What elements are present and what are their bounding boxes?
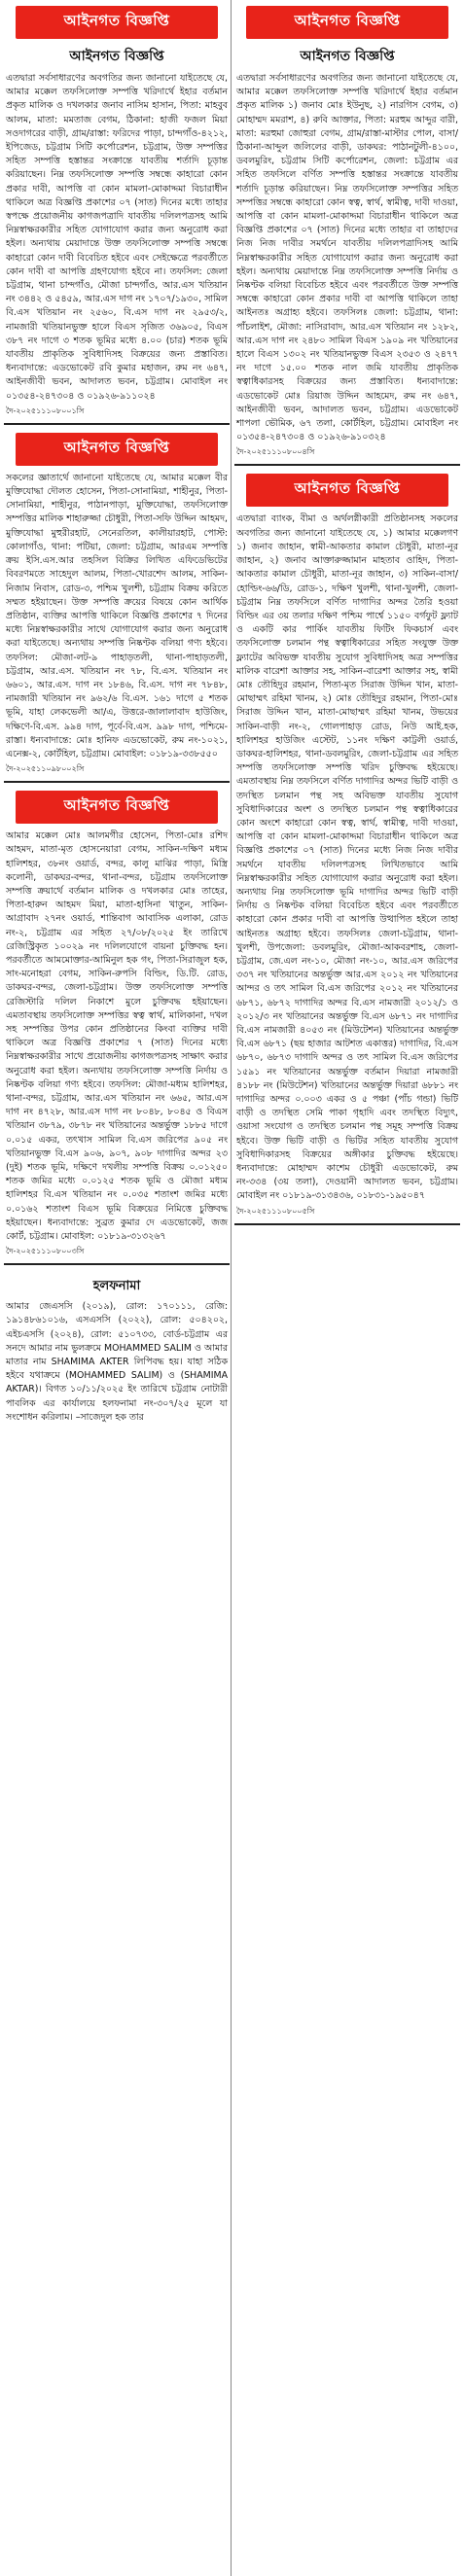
notice-banner: আইনগত বিজ্ঞপ্তি (16, 433, 218, 466)
notice-banner: আইনগত বিজ্ঞপ্তি (16, 6, 218, 39)
legal-notice (4, 4, 230, 425)
notice-banner: আইনগত বিজ্ঞপ্তি (246, 474, 448, 507)
notice-banner: আইনগত বিজ্ঞপ্তি (246, 6, 448, 39)
notice-body: এতদ্বারা সর্বসাধারণের অবগতির জন্য জানানো যাইতেছে যে, আমার মক্কেল তফসিলোক্ত সম্পত্তি খরিদার্থে ইহার বর্তমান প্রকৃত মালিক ও দখলকার জনাব নাসিম হাসান, পিতা: মাহবুব আলম, মাতা: মমতাজ বেগম, ঠিকানা: হাজী ফজল মিয়া সওদাগরের বাড়ী, গ্রাম/রাস্তা: ফরিদের পাড়া, চান্দগাঁও-৪২১২, ইপিজেড, চট্টগ্রাম সিটি কর্পোরেশন, চট্টগ্রাম, উক্ত সম্পত্তির সহিত সম্পত্তি হস্তান্তর সংক্রান্তে যাবতীয় শর্তাদি চূড়ান্ত করিয়াছেন। নিম্ন তফসিলোক্ত সম্পত্তি সম্বন্ধে কাহারো কোন প্রকার দাবী, আপত্তি বা কোন মামলা-মোকাদ্দমা বিচারাধীন থাকিলে অত্র বিজ্ঞপ্তি প্রকাশের ০৭ (সাত) দিনের মধ্যে তাহার স্বপক্ষে প্রয়োজনীয় কাগজপত্রাদি যাবতীয় দলিলপত্রসহ আমি নিম্নস্বাক্ষরকারীর সহিত যোগাযোগ করার জন্য অনুরোধ করা হইল। অন্যথায় মেয়াদান্তে উক্ত তফসিলোক্ত সম্পত্তি সম্বন্ধে কাহারো কোন দাবী বিবেচিত হইবে এবং সেইক্ষেত্রে পরবর্তীতে কোন দাবী বা আপত্তি গ্রহণযোগ্য হইবে না। তফসিল: জেলা চট্টগ্রাম, থানা চান্দগাঁও, মৌজা চান্দগাঁও, আর.এস খতিয়ান নং ৩৪৪২ ও ৫৪৫৯, আর.এস দাগ নং ১৭০৭/১৯৩০, সামিল বি.এস খতিয়ান নং ২৫৬০, বি.এস দাগ নং ২৯৫৩/২, নামজারী খতিয়ানভুক্ত হালে বিএস সৃজিত ৩৬৯০৫, বিএস ৩৮৭ নং দাগে ৩ শতক ভূমির মধ্যে ৪.০০ (চার) শতক ভূমি যাবতীয় প্রাকৃতিক সুবিধাদিসহ বিক্রয়ের জন্য প্রস্তাবিত। ধন্যবাদান্তে: এডভোকেট রবি কুমার মহাজন, রুম নং ৬৪৭, আইনজীবী ভবন, আদালত ভবন, চট্টগ্রাম। মোবাইল নং ০১৩৫৪-২৪৭৩০৪ ও ০১৯২৬-৯১১০২৪ (6, 73, 228, 402)
column-divider (231, 0, 232, 2576)
notice-heading: আইনগত বিজ্ঞপ্তি (300, 49, 395, 64)
affidavit-title: হলফনামা (92, 1279, 141, 1294)
legal-notice (234, 4, 460, 466)
left-column (4, 4, 230, 1435)
legal-notice (234, 472, 460, 1224)
notice-reference: দৈ-২০২৫১১১০৮০০১সি (6, 406, 85, 415)
notice-body: সকলের জ্ঞাতার্থে জানানো যাইতেছে যে, আমার মক্কেল বীর মুক্তিযোদ্ধা দৌলত হোসেন, পিতা-সোনামিয়া, শাহীনুর, পিতা-সোনামিয়া, শাহীনুর, পাঠানপাড়া, মুক্তিযোদ্ধা, তফসিলোক্ত সম্পত্তির মালিক শাহারুজ্জা চৌধুরী, পিতা-সফি উদ্দিন আহমদ, মুক্তিযোদ্ধা মুহুরীরহাট, সেনেরতিল, কালীয়ারহাট, পোস্ট: কোলাগাঁও, থানা: পটিয়া, জেলা: চট্টগ্রাম, আরএম সম্পত্তি ক্রয় ইসি.এস.আর তহসিল বিক্রির লিখিত এফিডেভিটের বিবরণমতে সাহেদুল আলম, পিতা-খোরশেদ আলম, সাকিন-নিজাম নিবাস, রোড-৩, পশ্চিম খুলশী, চট্টগ্রাম বিক্রয় করিতে সম্মত হইয়াছেন। উক্ত সম্পত্তি ক্রয়ের বিষয়ে কোন আর্থিক প্রতিষ্ঠান, ব্যক্তির আপত্তি থাকিলে বিজ্ঞপ্তি প্রকাশের ৭ দিনের মধ্যে নিম্নস্বাক্ষরকারীর সাথে যোগাযোগ করার জন্য অনুরোধ করা যাইতেছে। অন্যথায় সম্পত্তি নিষ্কণ্টক বলিয়া গণ্য হইবে। তফসিল: মৌজা-লট-৯ পাহাড়তলী, থানা-পাহাড়তলী, চট্টগ্রাম, আর.এস. খতিয়ান নং ৭৮, বি.এস. খতিয়ান নং ৬৬০১, আর.এস. দাগ নং ১৮৪৬, বি.এস. দাগ নং ৭৮৪৮, নামজারী খতিয়ান নং ৯৬২/৬ বি.এস. ১৬১ দাগে ৫ শতক ভূমি, যাহা লেকভেলী আ/এ, উত্তরে-জালালাবাদ হাউজিং, দক্ষিণে-বি.এস. ৯৯৪ দাগ, পূর্বে-বি.এস. ৯৯৮ দাগ, পশ্চিমে-রাস্তা। ধন্যবাদান্তে: মোঃ হানিফ এডভোকেট, রুম নং-১০২১, এনেক্স-২, কোর্টহিল, চট্টগ্রাম। মোবাইল: ০১৮১৯-৩৩৮৫৫০ (6, 472, 228, 759)
notice-body: এতদ্বারা ব্যাংক, বীমা ও অর্থলগ্নীকারী প্রতিষ্ঠানসহ সকলের অবগতির জন্য জানানো যাইতেছে যে, ১) আমার মক্কেলগণ ১) জনাব জাহান, স্বামী-আকতার কামাল চৌধুরী, মাতা-নূর জাহান, ২) জনাব আক্তারুজ্জামান মাহতাব ওাহিদ, পিতা-আকতার কামাল চৌধুরী, মাতা-নূর জাহান, ৩) সাকিন-বাসা/হোল্ডিং-৬৬/ডি, রোড-১, দক্ষিণ খুলশী, থানা-খুলশী, জেলা-চট্টগ্রাম নিম্ন তফসিলে বর্ণিত দাগাদির অন্দর তৈরি হওয়া বিল্ডিং এর ৩য় তলার দক্ষিণ পশ্চিম পার্শ্বে ১১৫০ বর্গফুট ফ্ল্যাট ও একটি কার পার্কিং যাবতীয় ফিটিং ফিকচার্স এবং তফসিলোক্ত চলমান পন্থ স্বত্বাধিকারের সহিত সংযুক্ত উক্ত ফ্ল্যাটের অবিভক্ত যাবতীয় সুযোগ সুবিধাদিসহ অত্র সম্পত্তির মালিক বারেশা আক্তার সহ, সাকিন-বারেশা আক্তার সহ, স্বামী মোঃ তৌহিদুর রহমান, পিতা-মৃত সিরাজ উদ্দিন খান, মাতা-মোছাম্মৎ রহিমা খানম, ২) মোঃ তৌহিদুর রহমান, পিতা-মোঃ সিরাজ উদ্দিন খান, মাতা-মোছাম্মৎ রহিমা খানম, উভয়ের সাকিন-বাড়ী নং-২, গোলপাহাড় রোড, নিউ আই.হক, হালিশহর হাউজিং এস্টেট, ১১নং দক্ষিণ কাট্টলী ওয়ার্ড, ডাকঘর-হালিশহর, থানা-ডবলমুরিং, জেলা-চট্টগ্রাম এর সহিত সম্পত্তি তফসিলোক্ত সম্পত্তি খরিদ চুক্তিবদ্ধ হইয়েছে। এমতাবস্থায় নিম্ন তফসিলে বর্ণিত দাগাদির অন্দর ভিটি বাড়ী ও তদস্থিত চলমান পন্থ সহ অবিভক্ত যাবতীয় সুযোগ সুবিধাদিকারের অংশ ও তদস্থিত চলমান পন্থ স্বত্বাধিকারের কোন অংশে কাহারো কোন স্বত্ব, স্বার্থ, স্বামীত্ব, দাবী দাওয়া, আপত্তি বা কোন মামলা-মোকাদ্দমা বিচারাধীন থাকিলে অত্র বিজ্ঞপ্তি প্রকাশের ০৭ (সাত) দিনের মধ্যে নিজ নিজ দাবীর সমর্থনে যাবতীয় দলিলপত্রসহ লিখিতভাবে আমি নিম্নস্বাক্ষরকারীর সহিত যোগাযোগ করার অনুরোধ করা হইল। অন্যথায় নিম্ন তফসিলোক্ত ভূমি দাগাদির অন্দর ভিটি বাড়ী নির্দায় ও নিষ্কণ্টক বলিয়া বিবেচিত হইবে এবং পরবর্তীতে কাহারো কোন প্রকার দাবী বা আপত্তি উত্থাপিত হইলে তাহা আইনতঃ অগ্রাহ্য হইবে। তফসিলঃ জেলা-চট্টগ্রাম, থানা-খুলশী, উপজেলা: ডবলমুরিং, মৌজা-আকবরশাহ, জেলা-চট্টগ্রাম, জে.এল নং-১০, মৌজা নং-১০, আর.এস জরিপের ৩৩৭ নং খতিয়ানের অন্তর্ভুক্ত আর.এস ২০১২ নং খতিয়ানের আন্দর ও তৎ সামিল বি.এস জরিপের ২০১২ নং খতিয়ানের ৬৮৭১, ৬৮৭২ দাগাদির অন্দর বি.এস নামজারী ২০১২/১ ও ২০১২/৩ নং খতিয়ানের অন্তর্ভুক্ত বি.এস ৬৮৭১ নং দাগাদির বি.এস নামজারী ৪০৫৩ নং (মিউটেশন) খতিয়ানের অন্তর্ভুক্ত বি.এস ৬৮৭১ (ছয় হাজার আটশত একাত্তর) দাগাদির, বি.এস ৬৮৭০, ৬৮৭৩ দাগাদি অন্দর ও তৎ সামিল বি.এস জরিপের ১৫৯১ নং খতিয়ানের অন্তর্ভুক্ত বর্তমান দিয়ারা নামজারী ৪১৮৮ নং (মিউটেশন) খতিয়ানের অন্তর্ভুক্ত দিয়ারা ৬৮৮১ নং দাগাদির অন্দর ০.০০৩ একর ও ৫ পঞ্চা (পাঁচ গন্ডা) ভিটি বাড়ী ও তদস্থিত সেমি পাকা গৃহাদি এবং তদস্থিত বিদ্যুৎ, ওয়াসা সংযোগ ও তদস্থিত চলমান পন্থ সমূহ সম্পত্তি বিক্রয় হইবে। উক্ত ভিটি বাড়ী ও ভিটির সহিত যাবতীয় সুযোগ সুবিধাদিকারসহ বিক্রয়ের অঙ্গীকার চুক্তিবদ্ধ হইয়েছে। ধন্যবাদান্তে: মোহাম্মদ কাশেম চৌধুরী এডভোকেট, রুম নং-৩৩৪ (৩য় তলা), দেওয়ানী আদালত ভবন, চট্টগ্রাম। মোবাইল নং ০১৮১৯-৩১৩৪৩৬, ০১৮৩১-১৯৫০৪৭ (236, 513, 458, 1202)
notice-body: এতদ্বারা সর্বসাধারণের অবগতির জন্য জানানো যাইতেছে যে, আমার মক্কেল তফসিলোক্ত সম্পত্তি খরিদার্থে ইহার বর্তমান প্রকৃত মালিক ১) জনাব মোঃ ইউনুছ, ২) নারগিস বেগম, ৩) মোহাম্মদ মমরাশ, ৪) রুবি আক্তার, পিতা: মরহুম আব্দুর বারী, মাতা: মরহুমা জোহুরা বেগম, গ্রাম/রাস্তা-মাস্টার পোল, বাসা/ঠিকানা-আব্দুল জলিলের বাড়ী, ডাকঘর: পাঠানটুলী-৪১০০, ডবলমুরিং, চট্টগ্রাম সিটি কর্পোরেশন, জেলা: চট্টগ্রাম এর সহিত তফসিলে বর্ণিত সম্পত্তি হস্তান্তর সংক্রান্তে যাবতীয় শর্তাদি চূড়ান্ত করিয়াছেন। নিম্ন তফসিলোক্ত সম্পত্তির সহিত সম্পত্তির সম্বন্ধে কাহারো কোন স্বত্ব, স্বার্থ, স্বামীত্ব, দাবী দাওয়া, আপত্তি বা কোন মামলা-মোকাদ্দমা বিচারাধীন থাকিলে অত্র বিজ্ঞপ্তি প্রকাশের ০৭ (সাত) দিনের মধ্যে তাহার বা তাহাদের নিজ নিজ দাবীর সমর্থনে যাবতীয় দলিলপত্রাদিসহ আমি নিম্নস্বাক্ষরকারীর সহিত যোগাযোগ করার জন্য অনুরোধ করা হইল। অন্যথায় মেয়াদান্তে নিম্ন তফসিলোক্ত সম্পত্তি নির্দায় ও নিষ্কণ্টক বলিয়া বিবেচিত হইবে এবং পরবর্তীতে উক্ত সম্পত্তি সম্বন্ধে কাহারো কোন প্রকার দাবী বা আপত্তি থাকিলে তাহা আইনতঃ অগ্রাহ্য হইবে। তফসিলঃ জেলা: চট্টগ্রাম, থানা: পাঁচলাইশ, মৌজা: নাসিরাবাদ, আর.এস খতিয়ান নং ১২৮২, আর.এস দাগ নং ২৪৮০ সামিল বিএস ১৯০৯ নং খতিয়ানের হালে বিএস ১৩০২ নং খতিয়ানভুক্ত বিএস ২৩৫৩ ও ২৪৭৭ নং দাগে ১৫.০০ শতক নাল জমি যাবতীয় প্রাকৃতিক স্বত্বাধিকারসহ বিক্রয়ের জন্য প্রস্তাবিত। ধন্যবাদান্তে: এডভোকেট মোঃ রিয়াজ উদ্দিন আহমেদ, রুম নং ৬৪৭, আইনজীবী ভবন, আদালত ভবন, চট্টগ্রাম। এডভোকেট শাপলা ভৌমিক, ৬৭ তলা, কোর্টহিল, চট্টগ্রাম। মোবাইল নং ০১৩৫৪-২৪৭৩০৪ ও ০১৯২৬-৯১০৩২৪ (236, 73, 458, 443)
legal-notice (4, 431, 230, 783)
notice-heading: আইনগত বিজ্ঞপ্তি (69, 49, 164, 64)
legal-notice (4, 789, 230, 1265)
notice-body: আমার মক্কেল মোঃ আলমগীর হোসেন, পিতা-মোঃ রশিদ আহমদ, মাতা-মৃত হোসনেয়ারা বেগম, সাকিন-দক্ষিণ মধ্যম হালিশহর, ৩৮নং ওয়ার্ড, বন্দর, কালু মাঝির পাড়া, মিস্ত্রি কলোনী, ডাকঘর-বন্দর, থানা-বন্দর, চট্টগ্রাম তফসিলোক্ত সম্পত্তি ক্রয়ার্থে বর্তমান মালিক ও দখলকার মোঃ তাহের, পিতা-হারুন আহমদ মিয়া, মাতা-হাসিনা খাতুন, সাকিন-আগ্রাবাদ ২৭নং ওয়ার্ড, শান্তিবাগ আবাসিক এলাকা, রোড নং-২, চট্টগ্রাম এর সহিত ২৭/০৮/২০২৫ ইং তারিখে রেজিস্ট্রিকৃত ১০০২৯ নং দলিলযোগে বায়না চুক্তিবদ্ধ হন। পরবর্তীতে আমমোক্তার-আমিনুল হক গং, পিতা-সিরাজুল হক, সাং-মনোহরা বেগম, সাকিন-রুপসি বিল্ডিং, ডি.টি. রোড, ডাকঘর-বন্দর, জেলা-চট্টগ্রাম। উক্ত তফসিলোক্ত সম্পত্তি রেজিস্টারি দলিল নিকাশে মুলে চুক্তিবদ্ধ হইয়াছেন। এমতাবস্থায় তফসিলোক্ত সম্পত্তির স্বত্ব স্বার্থ, মালিকানা, দখল সহ সম্পত্তির উপর কোন প্রতিষ্ঠানের কিংবা ব্যক্তির দাবী থাকিলে অত্র বিজ্ঞপ্তি প্রকাশের ৭ (সাত) দিনের মধ্যে নিম্নস্বাক্ষরকারীর সাথে প্রয়োজনীয় কাগজপত্রসহ সাক্ষাৎ করার অনুরোধ করা হইল। অন্যথায় তফসিলোক্ত সম্পত্তি নির্দায় ও নিষ্কণ্টক বলিয়া গণ্য হইবে। তফসিল: মৌজা-মধ্যম হালিশহর, থানা-বন্দর, চট্টগ্রাম, আর.এস খতিয়ান নং ৬৬৫, আর.এস দাগ নং ৪৭২৮, আর.এস দাগ নং ৮০৪৮, ৮০৪৫ ও বিএস খতিয়ান ৩৮৭৯, ৩৮৭৮ নং খতিয়ানের অন্তর্ভুক্ত ১৮৮৫ দাগে ০.০১৫ একর, তৎখাস সামিল বি.এস জরিপের ৯০৫ নং খতিয়ানভুক্ত বি.এস ৯০৬, ৯০৭, ৯০৮ দাগাদির অন্দর ২৩ (দুই) শতক ভূমি, দক্ষিণে দখলীয় সম্পত্তি বিক্রয় ০.০১২৫০ শতক জমির মধ্যে ০.০১২৫ শতক ভূমি ও মৌজা মধ্যম হালিশহর বি.এস খতিয়ান নং ০.০৩৫ শতাংশ জমির মধ্যে ০.০১৬২ শতাংশ বিএস ভূমি বিক্রয়ের নিমিত্তে চুক্তিবদ্ধ হইয়াছেন। ধন্যবাদান্তে: সুব্রত কুমার দে এডভোকেট, জজ কোর্ট, চট্টগ্রাম। মোবাইল: ০১৮১৯-৩১৩২৬৭ (6, 830, 228, 1243)
notice-banner: আইনগত বিজ্ঞপ্তি (16, 791, 218, 824)
notice-reference: দৈ-২০২৫১১০৯৮০০২সি (6, 764, 85, 774)
affidavit-body: আমার জেএসসি (২০১৯), রোল: ১৭০১১১, রেজি: ১৯১৪৮৬১০১৬, এসএসসি (২০২২), রোল: ৫০৪২০২, এইচএসসি (২০২৪), রোল: ৫১০৭৩৩, বোর্ড-চট্টগ্রাম এর সনদে আমার নাম ভুলক্রমে MOHAMMED SALIM ও আমার মাতার নাম SHAMIMA AKTER লিপিবদ্ধ হয়। যাহা সঠিক হইবে যথাক্রমে (MOHAMMED SALIM) ও (SHAMIMA AKTAR)। বিগত ১০/১১/২০২৫ ইং তারিখে চট্টগ্রাম নোটারী পাবলিক এর কার্যালয়ে হলফনামা নং-৩০৭/২৫ মূলে যা সংশোধন করিলাম। –সাজেদুল হক তার (6, 1301, 228, 1423)
affidavit-notice (4, 1271, 230, 1429)
notice-reference: দৈ-২০২৫১১১০৮০০৩সি (6, 1247, 85, 1256)
notice-reference: দৈ-২০২৫১১১০৮০০৪সি (236, 447, 315, 457)
notice-reference: দৈ-২০২৫১১১০৮০০৫সি (236, 1206, 315, 1216)
right-column (234, 4, 460, 1231)
